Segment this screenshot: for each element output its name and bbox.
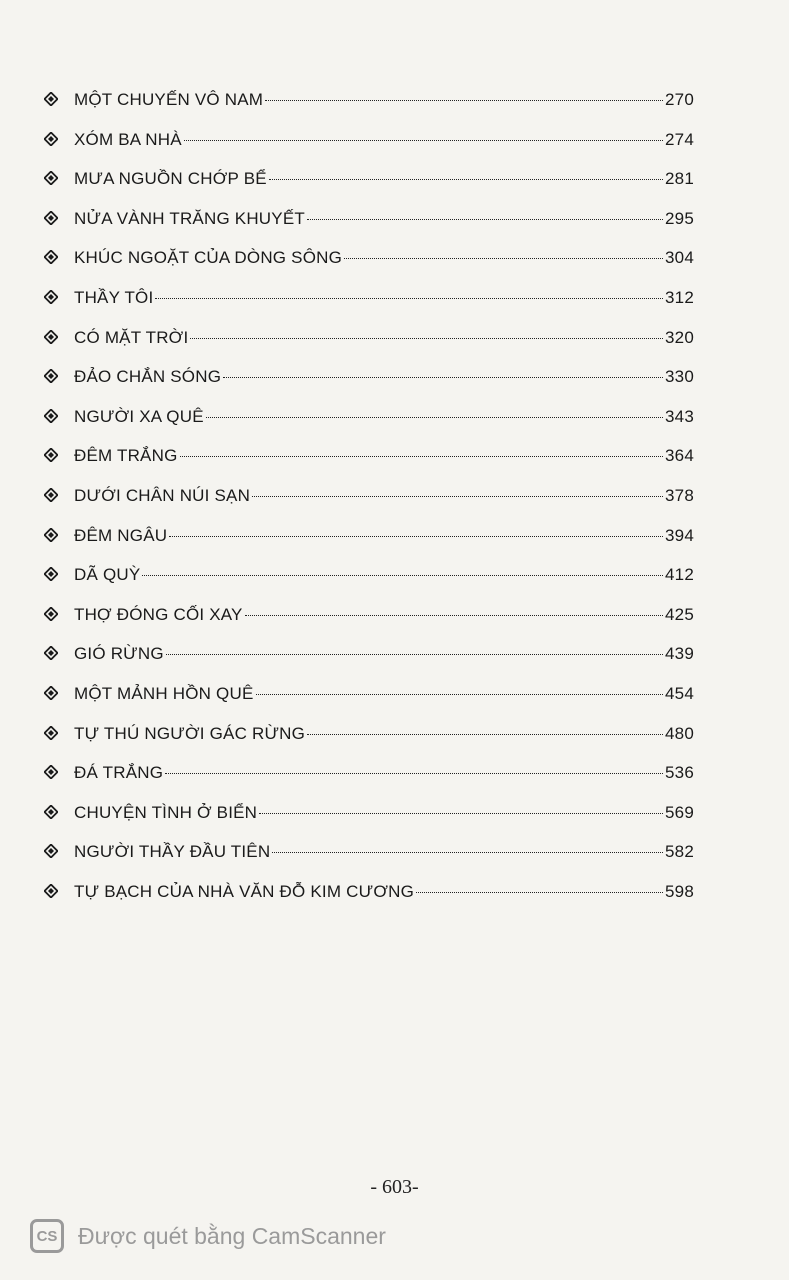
toc-entry-page: 582 — [665, 842, 694, 862]
toc-entry-title: KHÚC NGOẶT CỦA DÒNG SÔNG — [74, 248, 343, 268]
dot-leader — [155, 298, 663, 299]
toc-entry — [44, 644, 694, 684]
toc-entry-page: 343 — [665, 406, 694, 426]
toc-entry-title: MỘT CHUYẾN VÔ NAM — [74, 90, 264, 109]
toc-entry-page: 536 — [665, 763, 694, 783]
dot-leader — [265, 100, 663, 101]
dot-leader — [180, 456, 664, 457]
toc-entry-title: CHUYỆN TÌNH Ở BIỂN — [74, 802, 258, 822]
toc-entry-title: NGƯỜI XA QUÊ — [74, 406, 204, 426]
toc-entry-page: 274 — [665, 129, 694, 149]
toc-entry-title: DÃ QUỲ — [74, 565, 141, 585]
diamond-bullet-icon — [44, 448, 58, 462]
diamond-bullet-icon — [44, 488, 58, 502]
toc-entry-title: CÓ MẶT TRỜI — [74, 327, 189, 347]
dot-leader — [169, 536, 663, 537]
toc-entry-title: NGƯỜI THẦY ĐẦU TIÊN — [74, 842, 271, 862]
toc-entry — [44, 882, 694, 922]
toc-entry-title: THỢ ĐÓNG CỐI XAY — [74, 604, 243, 624]
toc-entry — [44, 169, 694, 209]
toc-entry — [44, 763, 694, 803]
toc-entry — [44, 684, 694, 724]
toc-entry-title: TỰ THÚ NGƯỜI GÁC RỪNG — [74, 723, 306, 743]
toc-entry-page: 304 — [665, 248, 694, 268]
diamond-bullet-icon — [44, 250, 58, 264]
dot-leader — [190, 338, 663, 339]
dot-leader — [344, 258, 663, 259]
diamond-bullet-icon — [44, 686, 58, 700]
toc-entry — [44, 328, 694, 368]
diamond-bullet-icon — [44, 884, 58, 898]
dot-leader — [272, 852, 663, 853]
diamond-bullet-icon — [44, 528, 58, 542]
toc-entry — [44, 446, 694, 486]
dot-leader — [416, 892, 663, 893]
diamond-bullet-icon — [44, 567, 58, 581]
dot-leader — [184, 140, 663, 141]
dot-leader — [206, 417, 663, 418]
dot-leader — [142, 575, 663, 576]
toc-entry-title: ĐÁ TRẮNG — [74, 763, 164, 783]
diamond-bullet-icon — [44, 805, 58, 819]
toc-entry-title: NỬA VÀNH TRĂNG KHUYẾT — [74, 208, 305, 228]
toc-entry — [44, 407, 694, 447]
toc-entry-title: DƯỚI CHÂN NÚI SẠN — [74, 485, 251, 505]
toc-entry-page: 425 — [665, 604, 694, 624]
toc-entry-page: 480 — [665, 723, 694, 743]
diamond-bullet-icon — [44, 132, 58, 146]
toc-entry-title: XÓM BA NHÀ — [74, 129, 182, 149]
dot-leader — [269, 179, 663, 180]
dot-leader — [166, 654, 663, 655]
toc-entry-page: 281 — [665, 169, 694, 189]
toc-entry-page: 598 — [665, 881, 694, 901]
diamond-bullet-icon — [44, 211, 58, 225]
page-number: - 603- — [370, 1176, 419, 1198]
toc-entry-title: MƯA NGUỒN CHỚP BỂ — [74, 169, 267, 189]
toc-entry-page: 364 — [665, 446, 694, 466]
toc-entry-title: TỰ BẠCH CỦA NHÀ VĂN ĐỖ KIM CƯƠNG — [74, 881, 414, 901]
camscanner-watermark — [30, 1218, 386, 1254]
toc-entry — [44, 842, 694, 882]
diamond-bullet-icon — [44, 369, 58, 383]
toc-entry — [44, 288, 694, 328]
toc-entry-page: 454 — [665, 683, 694, 703]
camscanner-text: Được quét bằng CamScanner — [78, 1222, 386, 1249]
toc-entry-page: 569 — [665, 802, 694, 822]
toc-entry-title: MỘT MẢNH HỒN QUÊ — [74, 683, 254, 703]
toc-entry-page: 320 — [665, 327, 694, 347]
toc-entry-page: 330 — [665, 367, 694, 387]
toc-entry-page: 270 — [665, 90, 694, 109]
toc-entry-title: THẦY TÔI — [74, 287, 154, 307]
toc-entry — [44, 565, 694, 605]
toc-entry-page: 378 — [665, 485, 694, 505]
toc-entry — [44, 724, 694, 764]
toc-entry — [44, 486, 694, 526]
toc-entry — [44, 248, 694, 288]
dot-leader — [259, 813, 663, 814]
diamond-bullet-icon — [44, 171, 58, 185]
toc-entry — [44, 90, 694, 130]
toc-entry-page: 439 — [665, 644, 694, 664]
toc-entry-page: 312 — [665, 287, 694, 307]
camscanner-logo-icon: CS — [30, 1219, 64, 1253]
diamond-bullet-icon — [44, 607, 58, 621]
dot-leader — [256, 694, 664, 695]
toc-entry-page: 295 — [665, 208, 694, 228]
toc-entry-title: GIÓ RỪNG — [74, 644, 164, 664]
toc-entry — [44, 367, 694, 407]
toc-entry-page: 412 — [665, 565, 694, 585]
toc-entry — [44, 130, 694, 170]
dot-leader — [307, 219, 663, 220]
toc-entry-title: ĐÊM NGÂU — [74, 525, 168, 545]
diamond-bullet-icon — [44, 726, 58, 740]
diamond-bullet-icon — [44, 330, 58, 344]
diamond-bullet-icon — [44, 765, 58, 779]
toc-entry — [44, 605, 694, 645]
dot-leader — [245, 615, 663, 616]
table-of-contents — [44, 90, 694, 921]
dot-leader — [307, 734, 663, 735]
toc-entry — [44, 209, 694, 249]
toc-entry-title: ĐẢO CHẮN SÓNG — [74, 367, 222, 387]
dot-leader — [165, 773, 663, 774]
toc-entry-title: ĐÊM TRẮNG — [74, 446, 178, 466]
toc-entry — [44, 803, 694, 843]
toc-entry — [44, 526, 694, 566]
diamond-bullet-icon — [44, 290, 58, 304]
dot-leader — [252, 496, 663, 497]
toc-entry-page: 394 — [665, 525, 694, 545]
diamond-bullet-icon — [44, 92, 58, 106]
diamond-bullet-icon — [44, 646, 58, 660]
diamond-bullet-icon — [44, 844, 58, 858]
dot-leader — [223, 377, 663, 378]
diamond-bullet-icon — [44, 409, 58, 423]
